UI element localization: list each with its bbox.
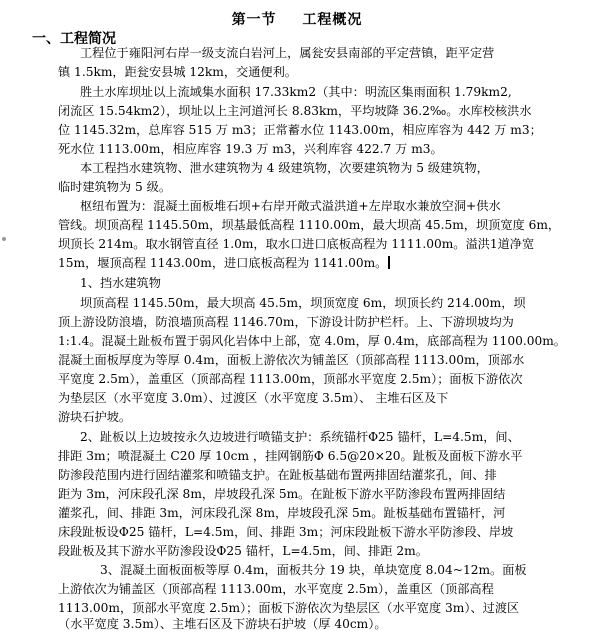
paragraph-line: 防渗段范围内进行固结灌浆和喷锚支护。在趾板基础布置两排固结灌浆孔，间、排 [58, 468, 497, 482]
paragraph-line: 坝顶长 214m。取水钢管直径 1.0m，取水口进口底板高程为 1111.00m。溢洪1道净宽 [58, 237, 535, 251]
paragraph-line: 闭流区 15.54km2），坝址以上主河道河长 8.83km，平均坡降 36.2‰。水库校核洪水 [58, 104, 532, 118]
paragraph-line-text: 15m，堰顶高程 1143.00m，进口底板高程为 1141.00m。 [58, 256, 388, 270]
subheading-water-retaining: 1、挡水建筑物 [80, 276, 161, 290]
paragraph-line: 镇 1.5km，距瓮安县城 12km，交通便利。 [58, 65, 297, 79]
paragraph-line: 为垫层区（水平宽度 3.0m）、过渡区（水平宽度 3.5m）、 主堆石区及下 [58, 391, 449, 405]
paragraph-line: 段趾板及其下游水平防渗段设Φ25 锚杆，L=4.5m，间、排距 2m。 [58, 544, 428, 558]
paragraph-line: 平宽度 2.5m），盖重区（顶部高程 1113.00m，顶部水平宽度 2.5m）；面板下游依次 [58, 372, 523, 386]
paragraph-line [58, 254, 573, 273]
paragraph-line: 工程位于雍阳河右岸一级支流白岩河上，属瓮安县南部的平定营镇，距平定营 [80, 46, 495, 60]
paragraph-line: 灌浆孔，间、排距 3m，河床段孔深 8m，岸坡段孔深 5m。趾板基础布置锚杆，河 [58, 506, 506, 520]
heading-project-overview: 一、工程简况 [32, 31, 116, 47]
paragraph-line: 本工程挡水建筑物、泄水建筑物为 4 级建筑物，次要建筑物为 5 级建筑物， [80, 161, 489, 175]
paragraph-line: 游块石护坡。 [58, 410, 132, 424]
section-title [0, 9, 594, 29]
paragraph-line: 混凝土面板厚度为等厚 0.4m，面板上游依次为铺盖区（顶部高程 1113.00m，顶部水 [58, 353, 525, 367]
paragraph-line: 2、趾板以上边坡按永久边坡进行喷锚支护：系统锚杆Φ25 锚杆，L=4.5m，间、 [80, 430, 520, 444]
paragraph-line: 3、混凝土面板面板等厚 0.4m，面板共分 19 块，单块宽度 8.04~12m。面板 [100, 563, 527, 577]
text-cursor [388, 256, 390, 269]
paragraph-line: 坝顶高程 1145.50m，最大坝高 45.5m，坝顶宽度 6m，坝顶长约 214.00m，坝 [80, 296, 526, 310]
margin-marker [2, 237, 6, 241]
paragraph-line: 1:1.4。混凝土趾板布置于弱风化岩体中上部，宽 4.0m，厚 0.4m，底部高程为 1100.00m。 [58, 334, 566, 348]
paragraph-line: 位 1145.32m，总库容 515 万 m3；正常蓄水位 1143.00m，相应库容为 442 万 m3； [58, 123, 542, 137]
paragraph-line: 管线。坝顶高程 1145.50m，坝基最低高程 1110.00m，最大坝高 45.5m，坝顶宽度 6m， [58, 218, 561, 232]
paragraph-line: 1113.00m，顶部水平宽度 2.5m）；面板下游依次为垫层区（水平宽度 3m）、过渡区 [58, 601, 520, 615]
paragraph-line: 距为 3m，河床段孔深 8m，岸坡段孔深 5m。在趾板下游水平防渗段布置两排固结 [58, 487, 506, 501]
paragraph-line: 临时建筑物为 5 级。 [58, 180, 172, 194]
paragraph-line: 排距 3m；喷混凝土 C20 厚 10cm ，挂网钢筋Φ 6.5@20×20。趾板及面板下游水平 [58, 449, 523, 463]
section-name: 工程概况 [302, 12, 363, 28]
paragraph-line: （水平宽度 3.5m）、主堆石区及下游块石护坡（厚 40cm）。 [58, 617, 387, 631]
paragraph-line: 胜土水库坝址以上流域集水面积 17.33km2（其中：明流区集雨面积 1.79km2, [80, 85, 512, 99]
paragraph-line: 枢纽布置为：混凝土面板堆石坝+右岸开敞式溢洪道+左岸取水兼放空洞+供水 [80, 199, 501, 213]
paragraph-line: 死水位 1113.00m，相应库容 19.3 万 m3，兴利库容 422.7 万 m3。 [58, 142, 443, 156]
paragraph-line: 上游依次为铺盖区（顶部高程 1113.00m，水平宽度 2.5m），盖重区（顶部高程 [58, 582, 494, 596]
paragraph-line: 顶上游设防浪墙，防浪墙顶高程 1146.70m，下游设计防护栏杆。上、下游坝坡均为 [58, 315, 514, 329]
paragraph-line: 床段趾板设Φ25 锚杆，L=4.5m，间、排距 3m；河床段趾板下游水平防渗段、岸坡 [58, 525, 514, 539]
section-number: 第一节 [231, 12, 277, 28]
